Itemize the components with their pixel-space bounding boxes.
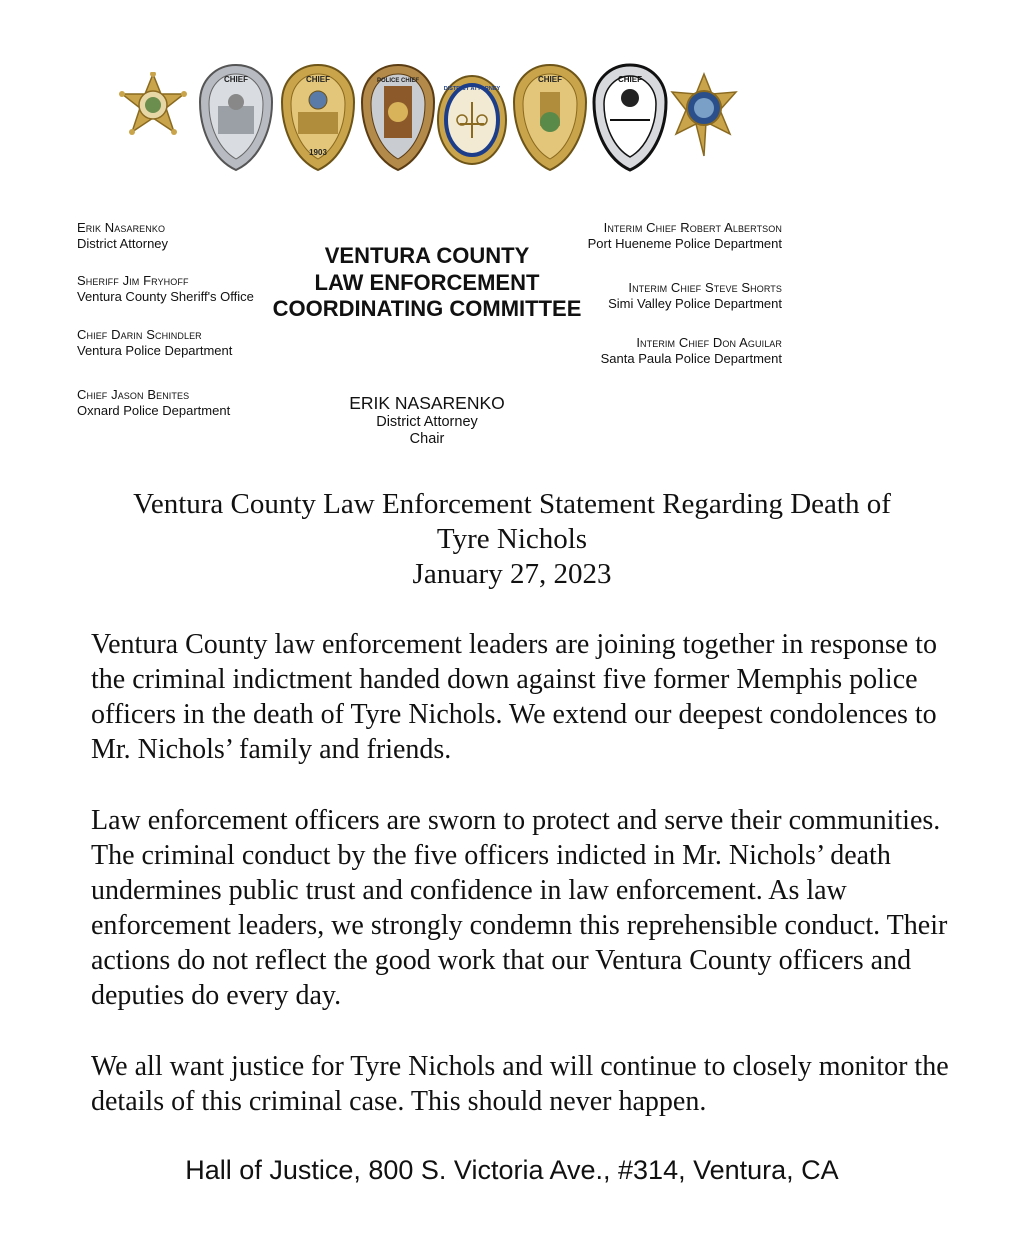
address-footer: Hall of Justice, 800 S. Victoria Ave., #314, Ventura, CA xyxy=(185,1155,839,1185)
member-name: Chief Jason Benites xyxy=(77,387,190,402)
member-simi-valley-chief xyxy=(608,280,782,312)
member-org: Santa Paula Police Department xyxy=(600,351,782,366)
member-name: Erik Nasarenko xyxy=(77,220,166,235)
statement-paragraph: Ventura County law enforcement leaders are joining together in response to the criminal indictment handed down against five former Memphis police officers in the death of Tyre Nichols. We extend our deepest condolences to Mr. Nichols’ family and friends. xyxy=(91,629,937,765)
badge-text: CHIEF xyxy=(306,75,330,84)
committee-line: LAW ENFORCEMENT xyxy=(314,269,540,295)
port-hueneme-star-badge-icon xyxy=(666,72,742,162)
member-sheriff xyxy=(77,273,254,305)
member-org: Oxnard Police Department xyxy=(77,403,231,418)
member-org: District Attorney xyxy=(77,236,169,251)
statement-title-line: Ventura County Law Enforcement Statement Regarding Death of xyxy=(133,488,891,520)
committee-line: VENTURA COUNTY xyxy=(324,243,530,268)
statement-paragraph: Law enforcement officers are sworn to protect and serve their communities. The criminal conduct by the five officers indicted in Mr. Nichols’ death undermines public trust and confidence in law enforcement. As law enforcement leaders, we strongly condemn this reprehensible conduct. Their actions do not reflect the good work that our Ventura County officers and deputies do every day. xyxy=(91,805,948,1011)
badge-text: CHIEF xyxy=(618,75,642,84)
member-org: Ventura County Sheriff's Office xyxy=(77,289,254,304)
badge-year: 1903 xyxy=(309,148,327,157)
chair-block xyxy=(320,393,534,448)
member-name: Interim Chief Don Aguilar xyxy=(636,335,782,350)
member-oxnard-chief xyxy=(77,387,230,419)
member-santa-paula-chief xyxy=(601,335,782,367)
district-attorney-seal-icon xyxy=(434,72,510,170)
committee-heading xyxy=(260,243,594,323)
ventura-police-chief-badge-icon xyxy=(196,62,276,174)
badge-text: CHIEF xyxy=(538,75,562,84)
police-chief-badge-icon xyxy=(358,62,438,174)
statement-date: January 27, 2023 xyxy=(412,558,612,590)
member-ventura-chief xyxy=(77,327,232,359)
badge-text: CHIEF xyxy=(224,75,248,84)
member-name: Interim Chief Robert Albertson xyxy=(603,220,782,235)
member-org: Simi Valley Police Department xyxy=(608,296,782,311)
badge-text: POLICE CHIEF xyxy=(376,78,420,84)
agency-badges-row xyxy=(112,62,752,180)
statement-title xyxy=(100,487,924,592)
member-da xyxy=(77,220,168,252)
member-name: Interim Chief Steve Shorts xyxy=(628,280,782,295)
committee-line: COORDINATING COMMITTEE xyxy=(272,296,582,321)
statement-title-line: Tyre Nichols xyxy=(436,523,588,555)
member-name: Chief Darin Schindler xyxy=(77,327,202,342)
santa-paula-police-chief-badge-icon xyxy=(510,62,590,174)
member-port-hueneme-chief xyxy=(588,220,782,252)
sheriff-star-badge-icon xyxy=(118,72,188,144)
member-name: Sheriff Jim Fryhoff xyxy=(77,273,189,288)
oxnard-police-chief-badge-icon xyxy=(278,62,358,174)
badge-text: DISTRICT ATTORNEY xyxy=(443,86,501,92)
chair-title: District Attorney xyxy=(376,414,478,430)
member-org: Port Hueneme Police Department xyxy=(587,236,782,251)
simi-valley-police-chief-badge-icon xyxy=(590,62,670,174)
chair-name: ERIK NASARENKO xyxy=(349,393,505,413)
statement-paragraph: We all want justice for Tyre Nichols and will continue to closely monitor the details of this criminal case. This should never happen. xyxy=(91,1051,949,1117)
chair-role: Chair xyxy=(409,431,445,447)
member-org: Ventura Police Department xyxy=(77,343,233,358)
